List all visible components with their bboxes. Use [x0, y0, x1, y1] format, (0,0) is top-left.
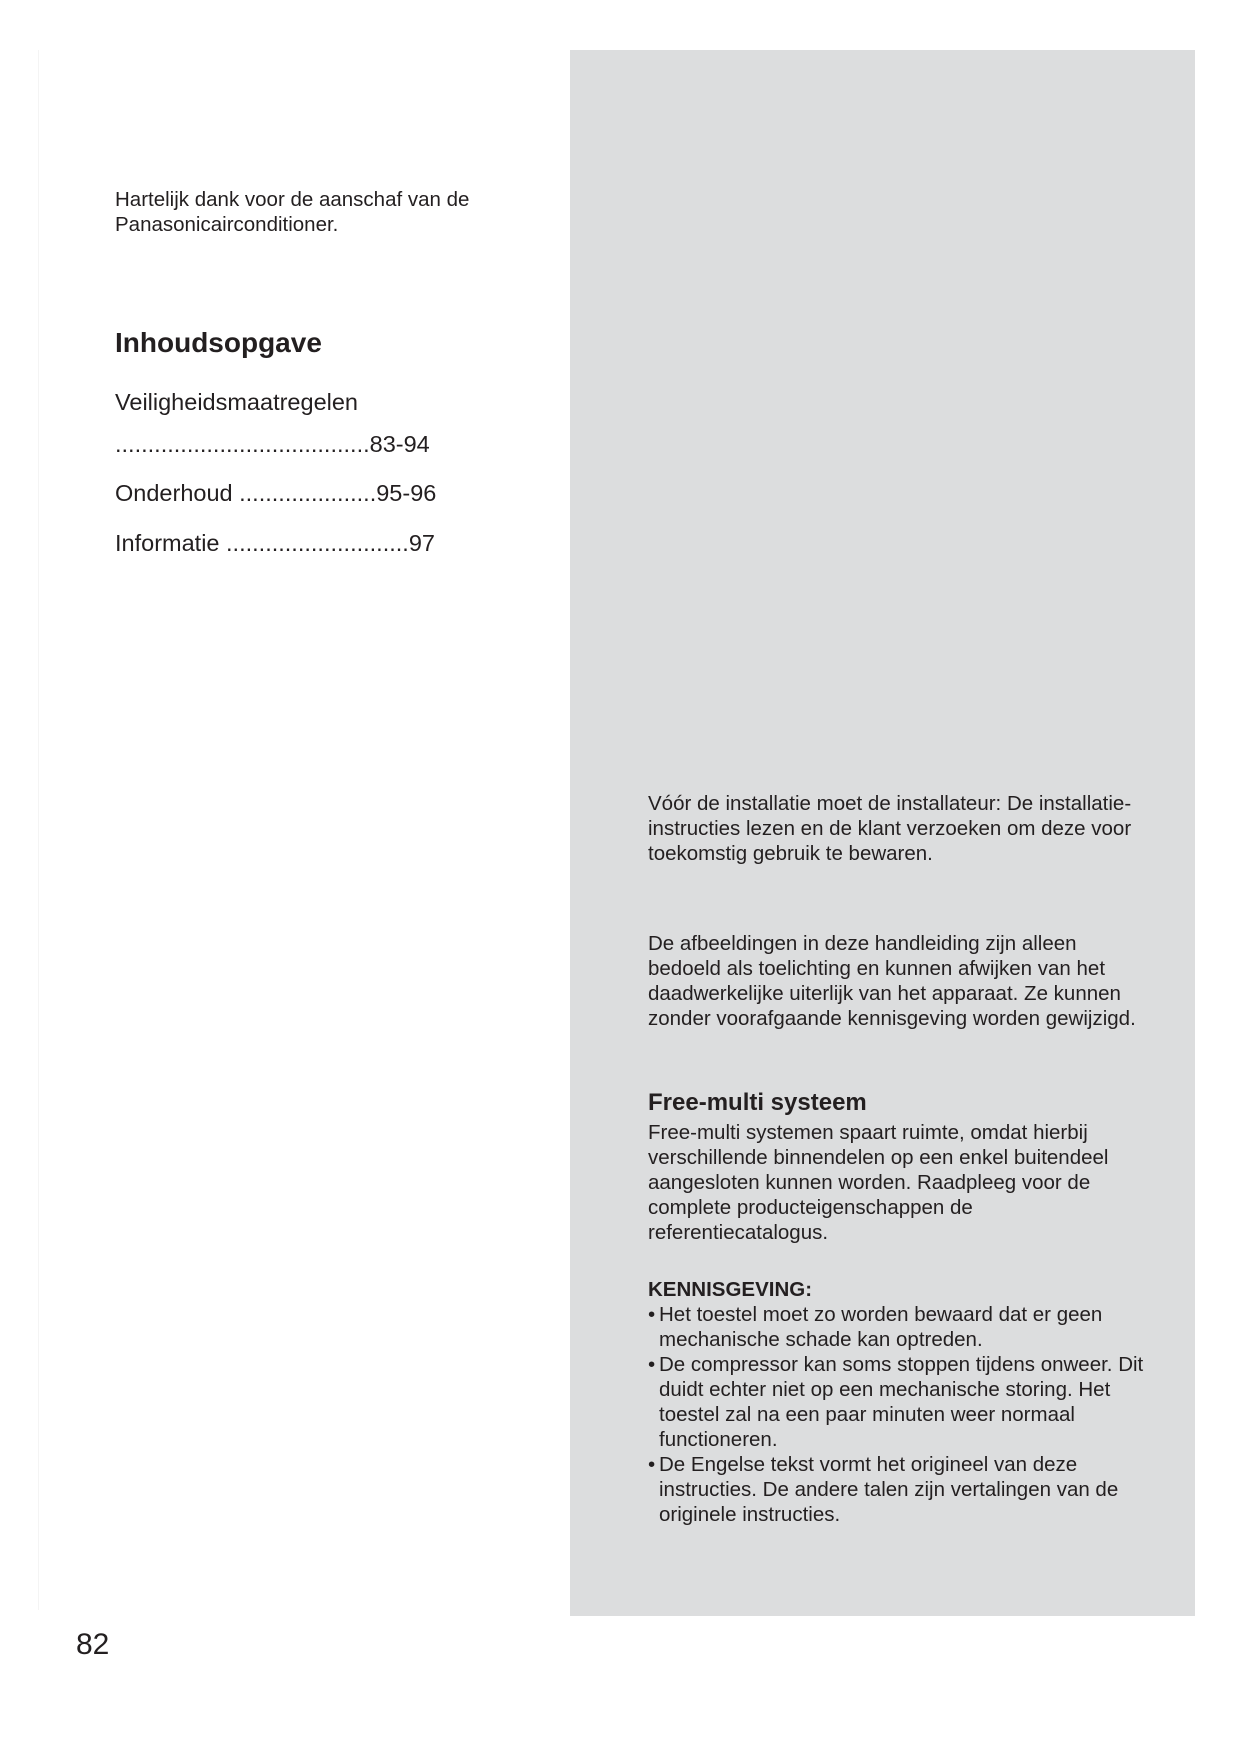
images-disclaimer: De afbeeldingen in deze handleiding zijn alleen bedoeld als toelichting en kunnen afwijken van het daadwerkelijke uiterlijk van het apparaat. Ze kunnen zonder voorafgaande kennisgeving worden gewijzigd.	[648, 932, 1136, 1030]
notice-item-text: De Engelse tekst vormt het origineel van deze instructies. De andere talen zijn vertalingen van de originele instructies.	[659, 1453, 1119, 1526]
notice-item	[648, 1452, 1148, 1527]
thank-you-text: Hartelijk dank voor de aanschaf van de Panasonicairconditioner.	[115, 188, 470, 236]
toc-item-information[interactable]: Informatie ............................97	[115, 530, 435, 556]
bullet-icon: •	[648, 1353, 656, 1376]
toc-item-safety-pages[interactable]: .......................................83-94	[115, 431, 430, 457]
toc-title: Inhoudsopgave	[115, 327, 322, 358]
bullet-icon: •	[648, 1453, 656, 1476]
toc-item-safety-label[interactable]: Veiligheidsmaatregelen	[115, 389, 358, 415]
notice-item-text: Het toestel moet zo worden bewaard dat er geen mechanische schade kan optreden.	[659, 1303, 1103, 1351]
notice-item-text: De compressor kan soms stoppen tijdens onweer. Dit duidt echter niet op een mechanische storing. Het toestel zal na een paar minuten weer normaal functioneren.	[659, 1353, 1144, 1451]
free-multi-text: Free-multi systemen spaart ruimte, omdat hierbij verschillende binnendelen op een enkel buitendeel aangesloten kunnen worden. Raadpleeg voor de complete producteigenschappen de referentiecatalogus.	[648, 1121, 1109, 1244]
notice-item	[648, 1352, 1148, 1452]
bullet-icon: •	[648, 1303, 656, 1326]
installer-note: Vóór de installatie moet de installateur: De installatie-instructies lezen en de klant verzoeken om deze voor toekomstig gebruik te bewaren.	[648, 792, 1132, 865]
free-multi-heading: Free-multi systeem	[648, 1089, 867, 1116]
notice-heading: KENNISGEVING:	[648, 1278, 813, 1301]
page-edge-line	[38, 50, 39, 1610]
notice-list	[648, 1302, 1148, 1527]
toc-item-maintenance[interactable]: Onderhoud .....................95-96	[115, 480, 437, 506]
page-number: 82	[76, 1628, 110, 1661]
notice-item	[648, 1302, 1148, 1352]
